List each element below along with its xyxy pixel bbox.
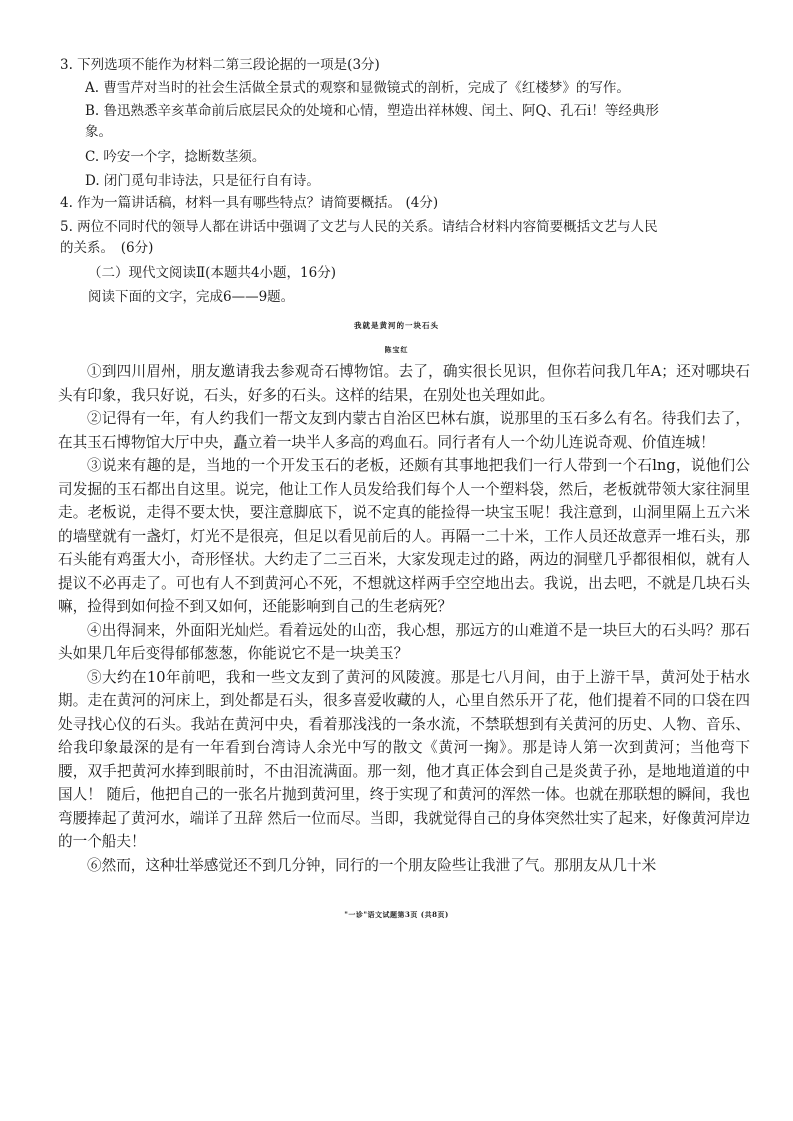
article-paragraph: ④出得洞来，外面阳光灿烂。看着远处的山峦，我心想，那远方的山难道不是一块巨大的石头吗？那石头如果几年后变得郁郁葱葱，你能说它不是一块美玉？ (58, 621, 750, 662)
question-3-option-b-cont: 象。 (85, 124, 112, 140)
question-3-option-d: D. 闭门觅句非诗法，只是征行自有诗。 (85, 173, 320, 189)
question-3-option-a: A. 曹雪芹对当时的社会生活做全景式的观察和显微镜式的剖析，完成了《红楼梦》的写作。 (85, 80, 630, 96)
article-body (58, 360, 750, 877)
article-paragraph: ③说来有趣的是，当地的一个开发玉石的老板，还颇有其事地把我们一行人带到一个石lng，说他们公司发掘的玉石都出自这里。说完，他让工作人员发给我们每个人一个塑料袋，然后，老板就带领大家往洞里走。老板说，走得不要太快，要注意脚底下，说不定真的能捡得一块宝玉呢！我注意到，山洞里隔上五六米的墙壁就有一盏灯，灯光不是很亮，但足以看见前后的人。再隔一二十米，工作人员还故意弄一堆石头，那石头能有鸡蛋大小，奇形怪状。大约走了二三百米，大家发现走过的路，两边的洞壁几乎都很相似，就有人提议不必再走了。可也有人不到黄河心不死，不想就这样两手空空地出去。我说，出去吧，不就是几块石头嘛，捡得到如何捡不到又如何，还能影响到自己的生老病死？ (58, 457, 750, 615)
article-paragraph: ⑥然而，这种壮举感觉还不到几分钟，同行的一个朋友险些让我泄了气。那朋友从几十米 (87, 856, 657, 874)
page-footer: "一诊"语文试题第3页 (共8页) (344, 910, 449, 919)
question-5-cont: 的关系。 (6分) (60, 240, 154, 256)
section-heading: （二）现代文阅读Ⅱ(本题共4小题，16分) (88, 265, 336, 281)
question-4: 4. 作为一篇讲话稿，材料一具有哪些特点？请简要概括。 (4分) (60, 195, 439, 211)
question-5: 5. 两位不同时代的领导人都在讲话中强调了文艺与人民的关系。请结合材料内容简要概括文艺与人民 (60, 219, 658, 235)
article-title: 我就是黄河的一块石头 (354, 321, 439, 330)
section-instruction: 阅读下面的文字，完成6——9题。 (88, 289, 295, 305)
question-3-option-b: B. 鲁迅熟悉辛亥革命前后底层民众的处境和心情，塑造出祥林嫂、闰土、阿Q、孔石i！等经典形 (85, 103, 659, 119)
article-author: 陈宝红 (384, 345, 409, 354)
article-paragraph: ②记得有一年，有人约我们一帮文友到内蒙古自治区巴林右旗，说那里的玉石多么有名。待我们去了，在其玉石博物馆大厅中央，矗立着一块半人多高的鸡血石。同行者有人一个幼儿连说奇观、价值连城！ (58, 410, 750, 451)
article-paragraph: ⑤大约在10年前吧，我和一些文友到了黄河的风陵渡。那是七八月间，由于上游干旱，黄河处于枯水期。走在黄河的河床上，到处都是石头，很多喜爱收藏的人，心里自然乐开了花，他们提着不同的口袋在四处寻找心仪的石头。我站在黄河中央，看着那浅浅的一条水流，不禁联想到有关黄河的历史、人物、音乐、给我印象最深的是有一年看到台湾诗人余光中写的散文《黄河一掬》。那是诗人第一次到黄河；当他弯下腰，双手把黄河水捧到眼前时，不由泪流满面。那一刻，他才真正体会到自己是炎黄子孙，是地地道道的中国人！ 随后，他把自己的一张名片抛到黄河里，终于实现了和黄河的浑然一体。也就在那联想的瞬间，我也弯腰捧起了黄河水，端详了丑辞 然后一位而尽。当即，我就觉得自己的身体突然壮实了起来，好像黄河岸边的一个船夫！ (58, 668, 750, 850)
article-paragraph: ①到四川眉州，朋友邀请我去参观奇石博物馆。去了，确实很长见识，但你若问我几年A；还对哪块石头有印象，我只好说，石头，好多的石头。这样的结果，在别处也关理如此。 (58, 363, 750, 404)
question-3-stem: 3. 下列选项不能作为材料二第三段论据的一项是(3分) (60, 57, 380, 73)
question-3-option-c: C. 吟安一个字，捻断数茎须。 (85, 149, 266, 165)
